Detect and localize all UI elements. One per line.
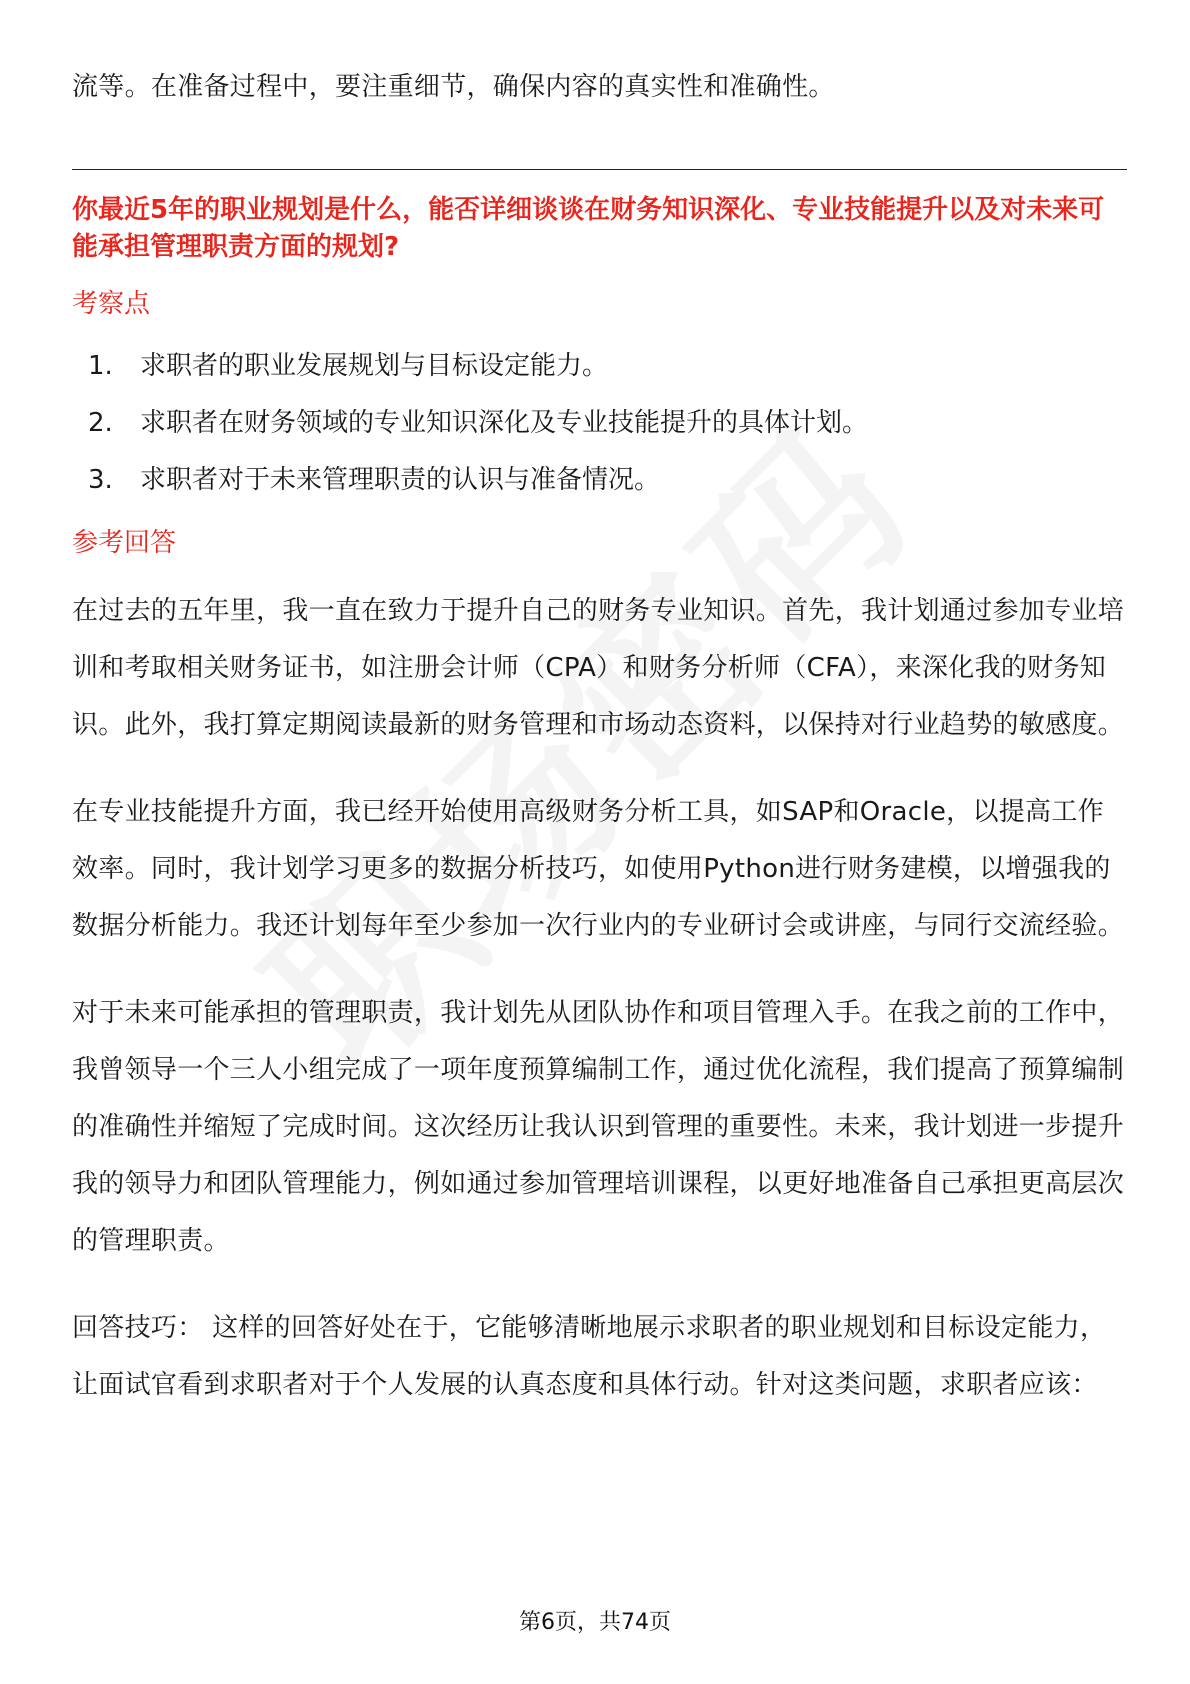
section-divider [72, 169, 1127, 170]
list-item-number: 3. [88, 465, 113, 495]
list-item [72, 452, 1127, 509]
list-item-text: 求职者在财务领域的专业知识深化及专业技能提升的具体计划。 [140, 408, 869, 438]
page-content [72, 70, 1127, 1414]
points-heading: 考察点 [72, 289, 151, 319]
list-item-number: 1. [88, 351, 113, 381]
intro-tail-text: 流等。在准备过程中，要注重细节，确保内容的真实性和准确性。 [72, 72, 835, 102]
list-item [72, 338, 1127, 395]
points-list [72, 338, 1127, 509]
answer-paragraph: 在过去的五年里，我一直在致力于提升自己的财务专业知识。首先，我计划通过参加专业培训和考取相关财务证书，如注册会计师（CPA）和财务分析师（CFA），来深化我的财务知识。此外，我打算定期阅读最新的财务管理和市场动态资料，以保持对行业趋势的敏感度。 [72, 596, 1125, 740]
list-item-number: 2. [88, 408, 113, 438]
list-item-text: 求职者对于未来管理职责的认识与准备情况。 [140, 465, 661, 495]
page-number-footer: 第6页，共74页 [519, 1610, 671, 1635]
answer-paragraph: 对于未来可能承担的管理职责，我计划先从团队协作和项目管理入手。在我之前的工作中，我曾领导一个三人小组完成了一项年度预算编制工作，通过优化流程，我们提高了预算编制的准确性并缩短了完成时间。这次经历让我认识到管理的重要性。未来，我计划进一步提升我的领导力和团队管理能力，例如通过参加管理培训课程，以更好地准备自己承担更高层次的管理职责。 [72, 998, 1125, 1256]
answer-tips-paragraph: 回答技巧： 这样的回答好处在于，它能够清晰地展示求职者的职业规划和目标设定能力，让面试官看到求职者对于个人发展的认真态度和具体行动。针对这类问题，求职者应该： [72, 1313, 1107, 1400]
answer-paragraph: 在专业技能提升方面，我已经开始使用高级财务分析工具，如SAP和Oracle，以提高工作效率。同时，我计划学习更多的数据分析技巧，如使用Python进行财务建模，以增强我的数据分析能力。我还计划每年至少参加一次行业内的专业研讨会或讲座，与同行交流经验。 [72, 797, 1125, 941]
list-item-text: 求职者的职业发展规划与目标设定能力。 [140, 351, 609, 381]
answer-heading: 参考回答 [72, 528, 177, 558]
list-item [72, 395, 1127, 452]
question-heading: 你最近5年的职业规划是什么，能否详细谈谈在财务知识深化、专业技能提升以及对未来可能承担管理职责方面的规划? [72, 195, 1105, 262]
